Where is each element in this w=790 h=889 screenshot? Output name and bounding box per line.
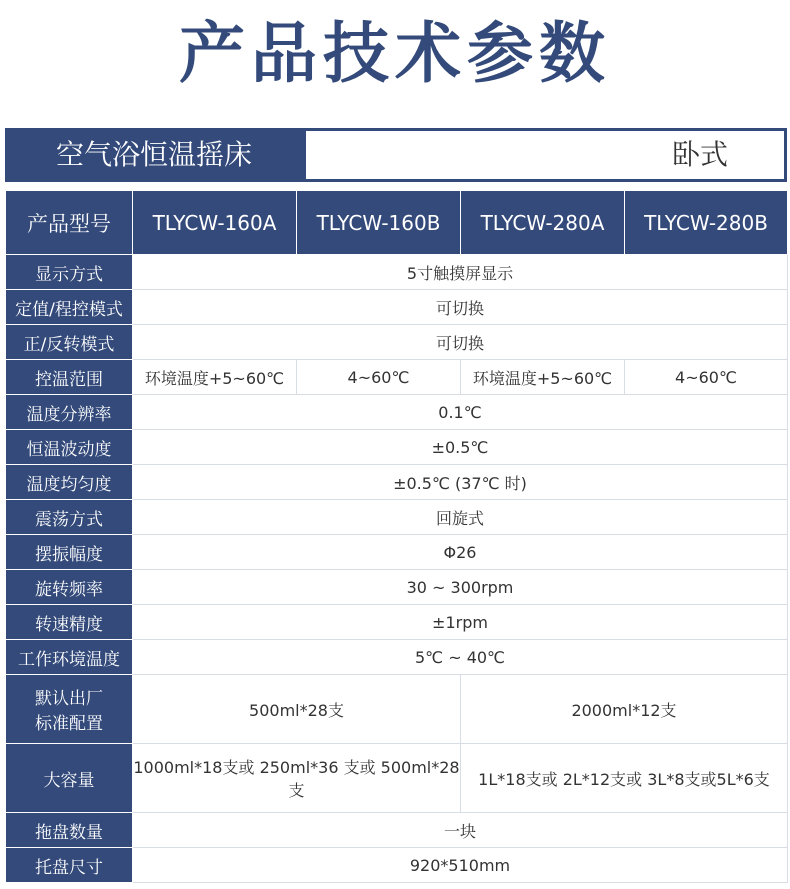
model-header: TLYCW-280A: [461, 191, 625, 255]
model-row: [6, 191, 788, 255]
row-value: ±0.5℃: [133, 430, 788, 465]
product-type-box: [306, 131, 784, 179]
table-row: [6, 813, 788, 848]
table-row: [6, 430, 788, 465]
row-label: 大容量: [6, 744, 133, 813]
table-row: [6, 325, 788, 360]
table-row: [6, 395, 788, 430]
row-value: 5℃ ~ 40℃: [133, 640, 788, 675]
row-label: 旋转频率: [6, 570, 133, 605]
row-label: 恒温波动度: [6, 430, 133, 465]
row-value: 一块: [133, 813, 788, 848]
spec-table: [5, 190, 788, 883]
row-value: 可切换: [133, 290, 788, 325]
row-label: 拖盘数量: [6, 813, 133, 848]
row-value: 920*510mm: [133, 848, 788, 883]
table-row: [6, 744, 788, 813]
model-label: 产品型号: [6, 191, 133, 255]
row-value: 5寸触摸屏显示: [133, 255, 788, 290]
row-label: 正/反转模式: [6, 325, 133, 360]
row-label: 定值/程控模式: [6, 290, 133, 325]
page-title: 产品技术参数: [179, 15, 611, 92]
row-label: 震荡方式: [6, 500, 133, 535]
row-value: 1000ml*18支或 250ml*36 支或 500ml*28支: [133, 744, 461, 813]
product-name: 空气浴恒温摇床: [55, 138, 252, 171]
table-row: [6, 640, 788, 675]
row-label: 摆振幅度: [6, 535, 133, 570]
table-row: [6, 360, 788, 395]
table-row: [6, 675, 788, 744]
row-value: 回旋式: [133, 500, 788, 535]
model-header: TLYCW-280B: [625, 191, 788, 255]
row-value: 环境温度+5~60℃: [133, 360, 297, 395]
row-value: 2000ml*12支: [461, 675, 788, 744]
row-value: 可切换: [133, 325, 788, 360]
table-row: [6, 570, 788, 605]
row-value: ±1rpm: [133, 605, 788, 640]
row-label: 温度分辨率: [6, 395, 133, 430]
model-header: TLYCW-160A: [133, 191, 297, 255]
row-label: 显示方式: [6, 255, 133, 290]
row-value: 500ml*28支: [133, 675, 461, 744]
row-label: 托盘尺寸: [6, 848, 133, 883]
table-row: [6, 255, 788, 290]
row-value: ±0.5℃ (37℃ 时): [133, 465, 788, 500]
row-label-line: 默认出厂: [35, 689, 103, 709]
row-value: 4~60℃: [625, 360, 788, 395]
row-label: 温度均匀度: [6, 465, 133, 500]
model-header: TLYCW-160B: [297, 191, 461, 255]
table-row: [6, 290, 788, 325]
row-value: Φ26: [133, 535, 788, 570]
table-row: [6, 535, 788, 570]
table-row: [6, 465, 788, 500]
row-value: 30 ~ 300rpm: [133, 570, 788, 605]
table-row: [6, 605, 788, 640]
row-label: [6, 675, 133, 744]
product-type: 卧式: [671, 138, 728, 171]
table-row: [6, 848, 788, 883]
row-value: 0.1℃: [133, 395, 788, 430]
row-label: 工作环境温度: [6, 640, 133, 675]
row-label: 控温范围: [6, 360, 133, 395]
row-label-line: 标准配置: [35, 714, 103, 734]
table-row: [6, 500, 788, 535]
row-value: 1L*18支或 2L*12支或 3L*8支或5L*6支: [461, 744, 788, 813]
row-value: 环境温度+5~60℃: [461, 360, 625, 395]
row-label: 转速精度: [6, 605, 133, 640]
row-value: 4~60℃: [297, 360, 461, 395]
